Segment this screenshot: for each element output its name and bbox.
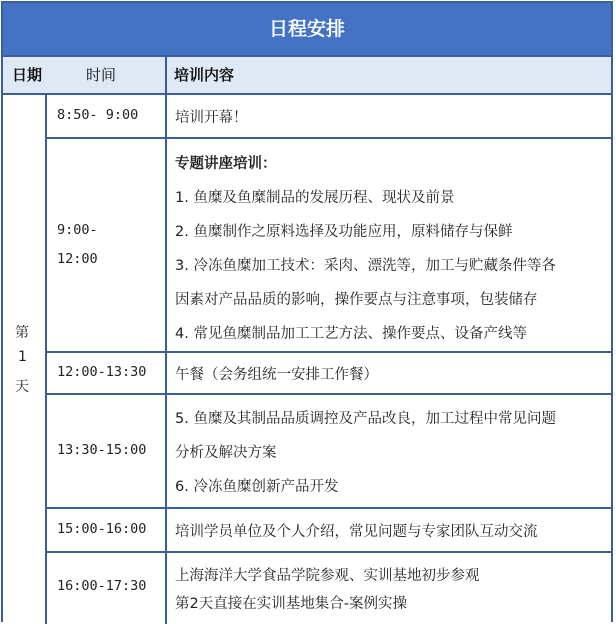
row-content: 1. 鱼糜及鱼糜制品的发展历程、现状及前景 <box>175 190 455 206</box>
header-time: 时间 <box>86 66 117 84</box>
table-title: 日程安排 <box>3 3 611 57</box>
row-time: 15:00-16:00 <box>57 521 147 537</box>
row-content: 6. 冷冻鱼糜创新产品开发 <box>175 479 339 495</box>
row-time: 12:00 <box>57 251 98 267</box>
row-content: 午餐（会务组统一安排工作餐） <box>175 367 378 383</box>
row-time: 13:30-15:00 <box>57 442 147 458</box>
row-divider <box>45 137 611 139</box>
row-time: 8:50- 9:00 <box>57 107 139 123</box>
row-time: 12:00-13:30 <box>57 364 147 380</box>
grid-line <box>165 57 167 624</box>
row-content: 2. 鱼糜制作之原料选择及功能应用，原料储存与保鲜 <box>175 224 513 240</box>
row-content: 3. 冷冻鱼糜加工技术：采肉、漂洗等，加工与贮藏条件等各 <box>175 258 556 274</box>
row-content: 4. 常见鱼糜制品加工工艺方法、操作要点、设备产线等 <box>175 326 527 342</box>
row-content: 5. 鱼糜及其制品品质调控及产品改良，加工过程中常见问题 <box>175 411 556 427</box>
row-content: 分析及解决方案 <box>175 445 277 461</box>
row-divider <box>45 507 611 509</box>
header-day: 日期 <box>12 66 43 84</box>
row-content: 上海海洋大学食品学院参观、实训基地初步参观 <box>175 568 480 584</box>
day-cell <box>3 93 45 624</box>
row-content: 培训学员单位及个人介绍，常见问题与专家团队互动交流 <box>175 524 538 540</box>
row-divider <box>45 351 611 353</box>
row-time: 16:00-17:30 <box>57 578 147 594</box>
row-heading: 专题讲座培训： <box>175 156 277 172</box>
row-divider <box>45 393 611 395</box>
row-content: 培训开幕！ <box>175 110 248 126</box>
table-header-row <box>3 57 611 95</box>
row-divider <box>45 551 611 553</box>
row-time: 9:00- <box>57 222 98 238</box>
day-label-char: 第 <box>15 325 29 341</box>
row-content: 第2天直接在实训基地集合-案例实操 <box>175 596 407 612</box>
header-content: 培训内容 <box>174 66 235 84</box>
day-label-char: 天 <box>15 379 29 395</box>
schedule-table <box>1 1 613 622</box>
row-content: 因素对产品品质的影响，操作要点与注意事项，包装储存 <box>175 292 538 308</box>
day-label-char: 1 <box>18 349 27 365</box>
grid-line <box>45 93 47 624</box>
